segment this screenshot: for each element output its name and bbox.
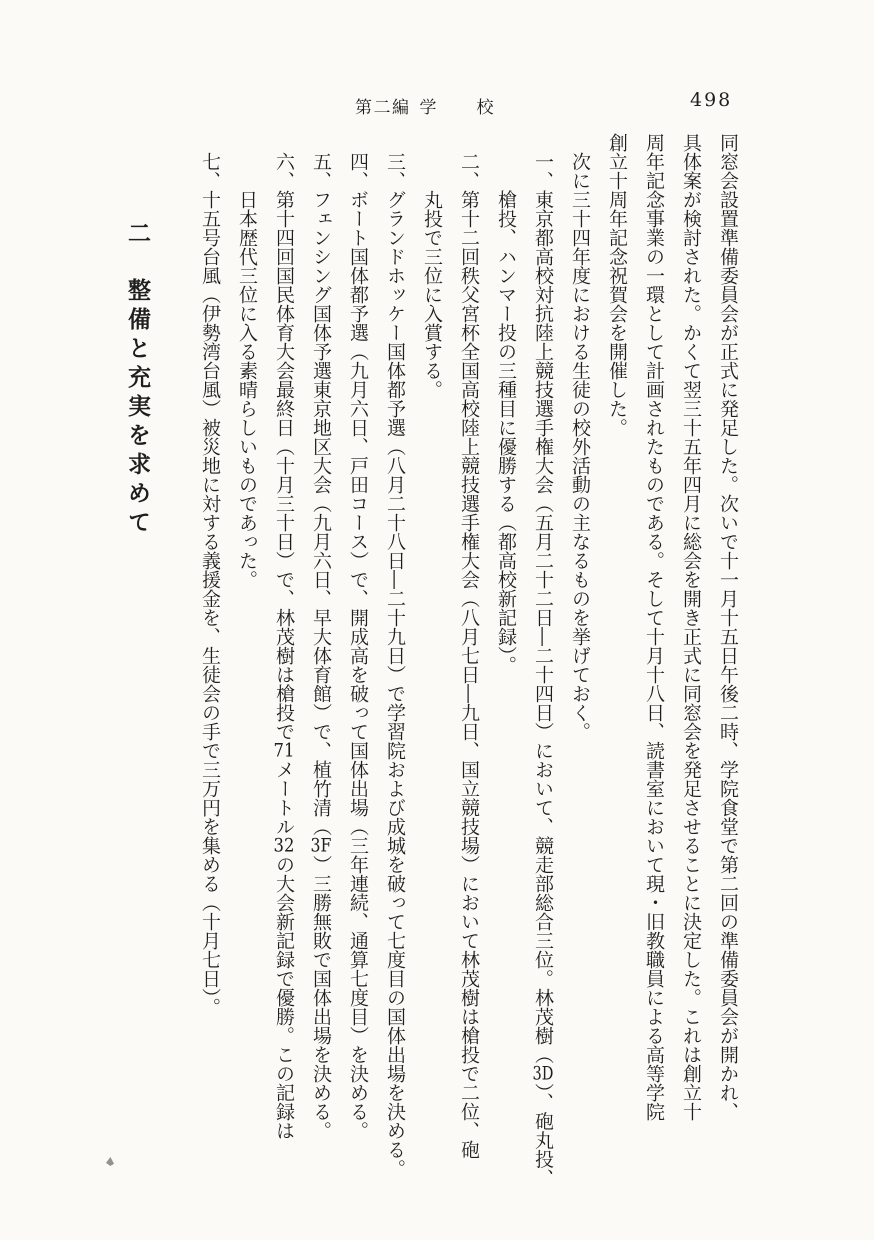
column-text: 二、第十二回秩父宮杯全国高校陸上競技選手権大会（八月七日―九日、国立競技場）において林茂樹は槍投で二位、砲 bbox=[458, 152, 480, 1159]
text-column bbox=[561, 133, 598, 1223]
text-column-list-item bbox=[450, 133, 487, 1223]
tatechuyoko-number: 3F bbox=[310, 836, 332, 855]
text-column bbox=[228, 133, 265, 1223]
column-text: メートル bbox=[273, 760, 295, 836]
column-text: 三、グランドホッケー国体都予選（八月二十八日―二十九日）で学習院および成城を破って七度目の国体出場を決める。 bbox=[384, 152, 406, 1178]
text-column-list-item bbox=[191, 133, 228, 1223]
column-text: 創立十周年記念祝賀会を開催した。 bbox=[606, 133, 628, 437]
column-text: 五、フェンシング国体予選東京地区大会（九月六日、早大体育館）で、植竹清（ bbox=[310, 152, 332, 836]
column-text: 七、十五号台風（伊勢湾台風）被災地に対する義援金を、生徒会の手で三万円を集める（十月七日）。 bbox=[199, 152, 221, 1017]
text-column-list-item bbox=[302, 133, 339, 1223]
column-text: 次に三十四年度における生徒の校外活動の主なるものを挙げておく。 bbox=[569, 152, 591, 741]
text-column bbox=[709, 133, 746, 1223]
text-column bbox=[487, 133, 524, 1223]
running-title: 学 校 bbox=[419, 98, 496, 118]
column-text: 日本歴代三位に入る素晴らしいものであった。 bbox=[236, 190, 258, 589]
column-text: 六、第十四回国民体育大会最終日（十月三十日）で、林茂樹は槍投で bbox=[273, 152, 295, 741]
column-text: 丸投で三位に入賞する。 bbox=[421, 190, 443, 399]
text-column-list-item bbox=[339, 133, 376, 1223]
column-text: 四、ボート国体都予選（九月六日、戸田コース）で、開成高を破って国体出場（三年連続、通算七度目）を決める。 bbox=[347, 152, 369, 1140]
text-column bbox=[413, 133, 450, 1223]
text-column-list-item bbox=[376, 133, 413, 1223]
column-text: の大会新記録で優勝。この記録は bbox=[273, 855, 295, 1140]
column-text: 同窓会設置準備委員会が正式に発足した。次いで十一月十五日午後二時、学院食堂で第二回の準備委員会が開かれ、 bbox=[717, 133, 739, 1121]
tatechuyoko-number: 3D bbox=[532, 1064, 554, 1083]
section-heading bbox=[121, 221, 154, 539]
column-text: 具体案が検討された。かくて翌三十五年四月に総会を開き正式に同窓会を発足させることに決定した。これは創立十 bbox=[680, 133, 702, 1121]
text-column-list-item bbox=[524, 133, 561, 1223]
column-text: 槍投、ハンマー投の三種目に優勝する（都高校新記録）。 bbox=[495, 190, 517, 675]
page-number: 498 bbox=[690, 89, 733, 111]
text-column bbox=[598, 133, 635, 1223]
text-column bbox=[672, 133, 709, 1223]
text-column-list-item bbox=[265, 133, 302, 1223]
body-text bbox=[191, 133, 746, 1223]
scan-speck bbox=[106, 1157, 114, 1166]
book-part-label: 第二編 bbox=[355, 98, 411, 118]
text-column bbox=[635, 133, 672, 1223]
section-number: 二 bbox=[124, 221, 151, 250]
column-text: ）三勝無敗で国体出場を決める。 bbox=[310, 855, 332, 1140]
tatechuyoko-number: 71 bbox=[273, 741, 295, 760]
section-title: 整備と充実を求めて bbox=[124, 278, 151, 539]
column-text: ）、砲丸投、 bbox=[532, 1083, 554, 1188]
tatechuyoko-number: 32 bbox=[273, 836, 295, 855]
running-header bbox=[355, 93, 496, 118]
column-text: 一、東京都高校対抗陸上競技選手権大会（五月二十二日―二十四日）において、競走部総合三位。林茂樹（ bbox=[532, 152, 554, 1064]
column-text: 周年記念事業の一環として計画されたものである。そして十月十八日、読書室において現・旧教職員による高等学院 bbox=[643, 133, 665, 1121]
